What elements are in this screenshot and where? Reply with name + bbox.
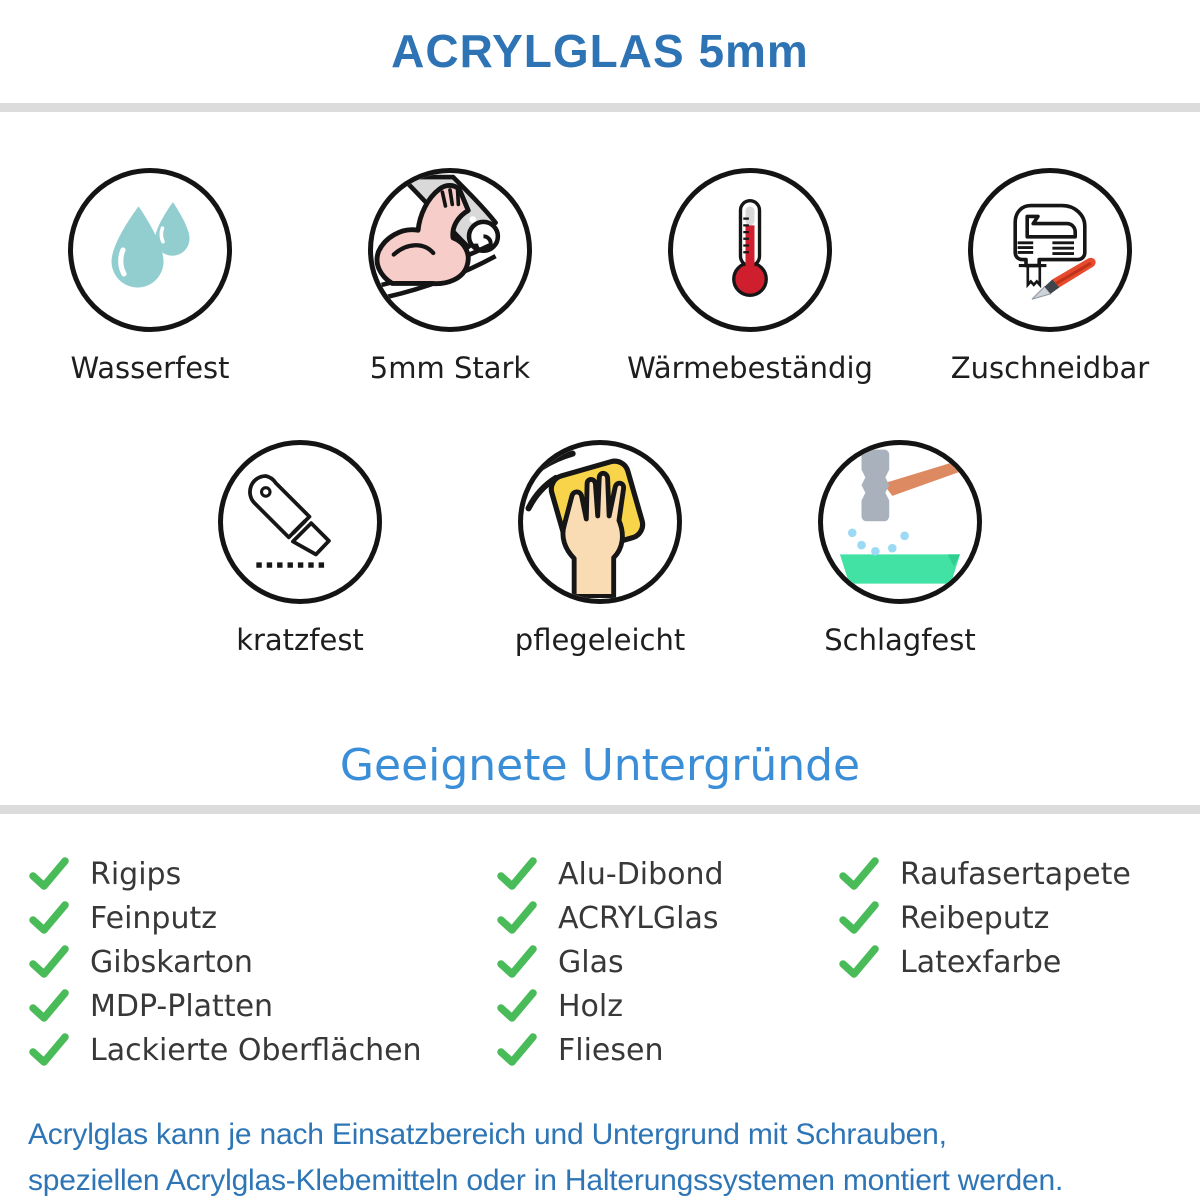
check-icon (28, 945, 70, 979)
surfaces-column-3 (838, 852, 1131, 984)
mounting-note-line1: Acrylglas kann je nach Einsatzbereich und Untergrund mit Schrauben, (28, 1118, 947, 1151)
flexed-arm-icon (368, 168, 532, 332)
jigsaw-cutter-icon (968, 168, 1132, 332)
surface-item (496, 984, 724, 1028)
feature-strength (300, 168, 600, 385)
feature-heat-resistant (600, 168, 900, 385)
check-icon (838, 857, 880, 891)
feature-easy-care (450, 440, 750, 657)
check-icon (496, 1033, 538, 1067)
feature-label: Wasserfest (70, 351, 230, 385)
surface-label: Lackierte Oberflächen (90, 1032, 422, 1068)
mounting-note (28, 1112, 1188, 1200)
surface-item (496, 1028, 724, 1072)
check-icon (496, 989, 538, 1023)
feature-cuttable (900, 168, 1200, 385)
surface-label: Gibskarton (90, 944, 253, 980)
surface-item (28, 896, 422, 940)
utility-knife-icon (218, 440, 382, 604)
feature-impact-resistant (750, 440, 1050, 657)
surface-item (28, 984, 422, 1028)
divider (0, 103, 1200, 112)
water-drops-icon (68, 168, 232, 332)
surface-label: Alu-Dibond (558, 856, 724, 892)
mounting-note-line2: speziellen Acrylglas-Klebemitteln oder in Halterungssystemen montiert werden. (28, 1164, 1064, 1197)
surface-item (838, 852, 1131, 896)
feature-row-2 (150, 440, 1050, 657)
surface-label: MDP-Platten (90, 988, 274, 1024)
feature-waterproof (0, 168, 300, 385)
feature-label: Schlagfest (824, 623, 976, 657)
surface-label: Fliesen (558, 1032, 664, 1068)
page-title: ACRYLGLAS 5mm (391, 25, 809, 77)
feature-label: pflegeleicht (514, 623, 686, 657)
surface-item (28, 940, 422, 984)
surface-item (496, 852, 724, 896)
surface-item (28, 1028, 422, 1072)
check-icon (28, 989, 70, 1023)
surface-item (28, 852, 422, 896)
feature-label: Zuschneidbar (950, 351, 1150, 385)
check-icon (28, 1033, 70, 1067)
surface-label: Glas (558, 944, 624, 980)
check-icon (838, 945, 880, 979)
wiping-hand-icon (518, 440, 682, 604)
check-icon (496, 945, 538, 979)
check-icon (496, 901, 538, 935)
surface-item (838, 940, 1131, 984)
feature-label: kratzfest (236, 623, 364, 657)
surface-label: Feinputz (90, 900, 217, 936)
check-icon (28, 901, 70, 935)
surface-item (496, 896, 724, 940)
surface-item (496, 940, 724, 984)
check-icon (28, 857, 70, 891)
surface-label: Rigips (90, 856, 182, 892)
surfaces-column-1 (28, 852, 422, 1072)
surface-label: Holz (558, 988, 623, 1024)
surface-label: Latexfarbe (900, 944, 1062, 980)
check-icon (838, 901, 880, 935)
feature-row-1 (0, 168, 1200, 385)
surface-label: Reibeputz (900, 900, 1050, 936)
divider (0, 805, 1200, 814)
thermometer-icon (668, 168, 832, 332)
feature-scratch-resistant (150, 440, 450, 657)
section-heading-surfaces: Geeignete Untergründe (339, 740, 861, 791)
feature-label: Wärmebeständig (627, 351, 873, 385)
surface-item (838, 896, 1131, 940)
surface-label: Raufasertapete (900, 856, 1131, 892)
surface-label: ACRYLGlas (558, 900, 719, 936)
surfaces-column-2 (496, 852, 724, 1072)
hammer-icon (818, 440, 982, 604)
check-icon (496, 857, 538, 891)
feature-label: 5mm Stark (369, 351, 531, 385)
